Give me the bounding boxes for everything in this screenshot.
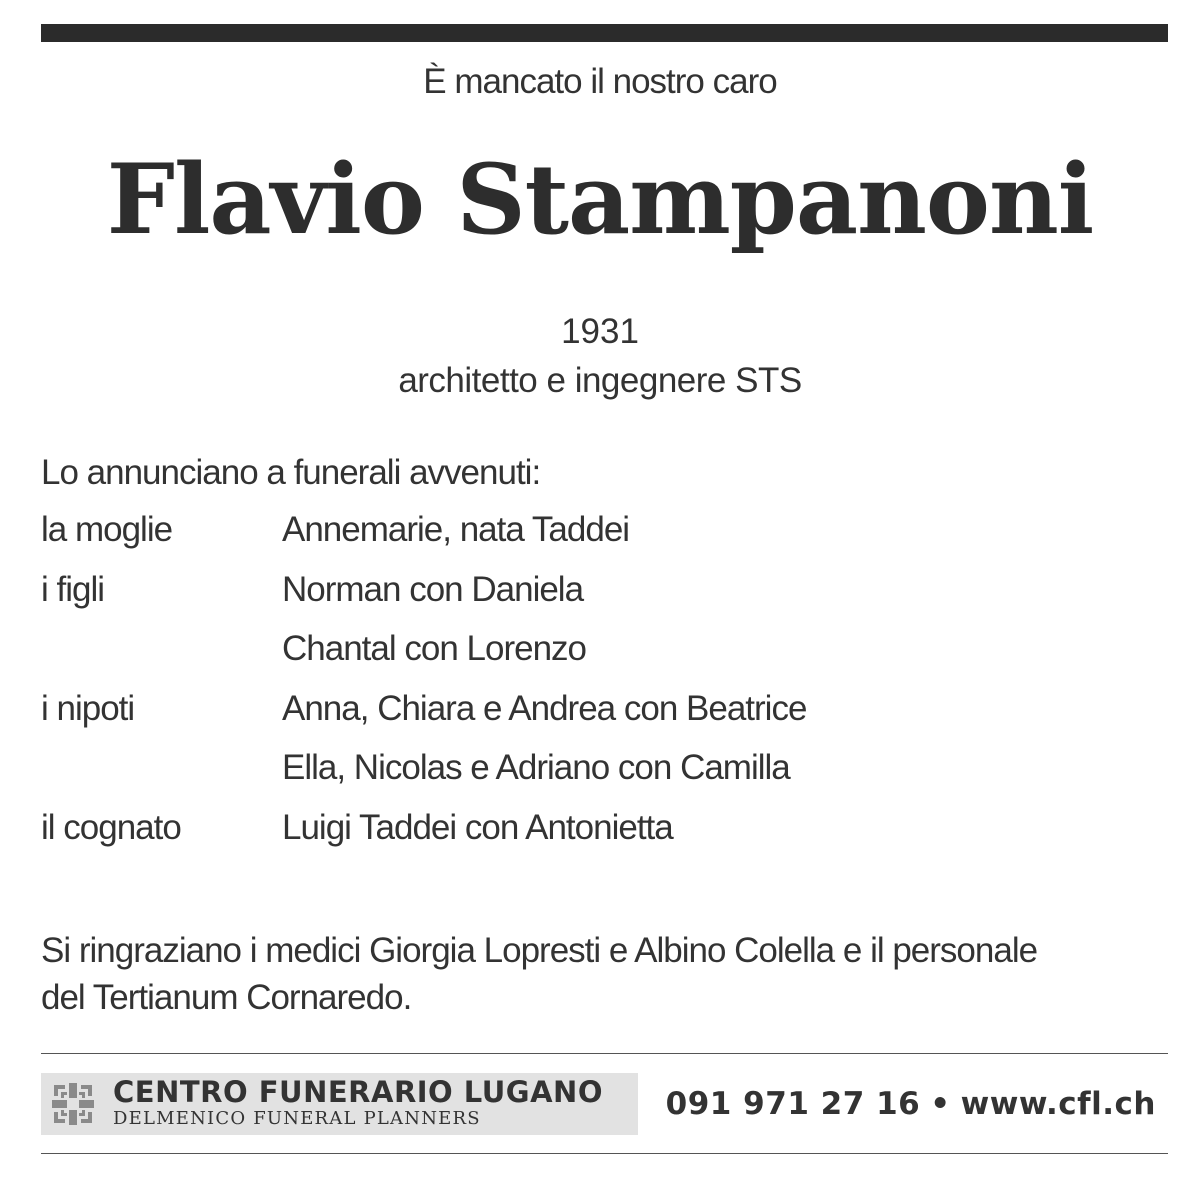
family-row [41, 629, 1161, 689]
family-names: Norman con Daniela [282, 569, 584, 609]
cross-emblem-icon [50, 1081, 96, 1127]
thanks-paragraph [41, 927, 1171, 1021]
thanks-line-2: del Tertianum Cornaredo. [41, 978, 412, 1017]
birth-year: 1931 [561, 312, 639, 351]
family-names: Ella, Nicolas e Adriano con Camilla [282, 748, 790, 788]
family-names: Chantal con Lorenzo [282, 629, 586, 669]
family-names: Anna, Chiara e Andrea con Beatrice [282, 688, 807, 728]
deceased-name: Flavio Stampanoni [106, 143, 1094, 256]
family-list [41, 510, 1161, 868]
family-row [41, 510, 1161, 570]
contact-line [666, 1086, 1156, 1122]
profession: architetto e ingegnere STS [398, 361, 802, 400]
family-names: Luigi Taddei con Antonietta [282, 807, 673, 847]
announcement-line: Lo annunciano a funerali avvenuti: [41, 453, 541, 492]
family-row [41, 748, 1161, 808]
family-row [41, 808, 1161, 868]
funeral-home-footer [41, 1073, 1168, 1135]
top-border-bar [41, 24, 1168, 42]
footer-top-rule [41, 1053, 1168, 1054]
family-names: Annemarie, nata Taddei [282, 510, 630, 549]
thanks-line-1: Si ringraziano i medici Giorgia Lopresti e Albino Colella e il personale [41, 931, 1038, 970]
intro-text: È mancato il nostro caro [423, 62, 777, 101]
contact-box [638, 1073, 1168, 1135]
family-row [41, 570, 1161, 630]
family-role: i figli [41, 569, 105, 609]
family-row [41, 689, 1161, 749]
website-link[interactable]: www.cfl.ch [960, 1086, 1156, 1122]
separator-dot: • [930, 1086, 951, 1122]
family-role: i nipoti [41, 688, 135, 728]
phone-number[interactable]: 091 971 27 16 [665, 1086, 921, 1122]
brand-name: CENTRO FUNERARIO LUGANO [113, 1075, 603, 1109]
footer-bottom-rule [41, 1153, 1168, 1154]
brand-subtitle: DELMENICO FUNERAL PLANNERS [113, 1108, 481, 1129]
family-role: la moglie [41, 510, 173, 549]
family-role: il cognato [41, 807, 181, 847]
